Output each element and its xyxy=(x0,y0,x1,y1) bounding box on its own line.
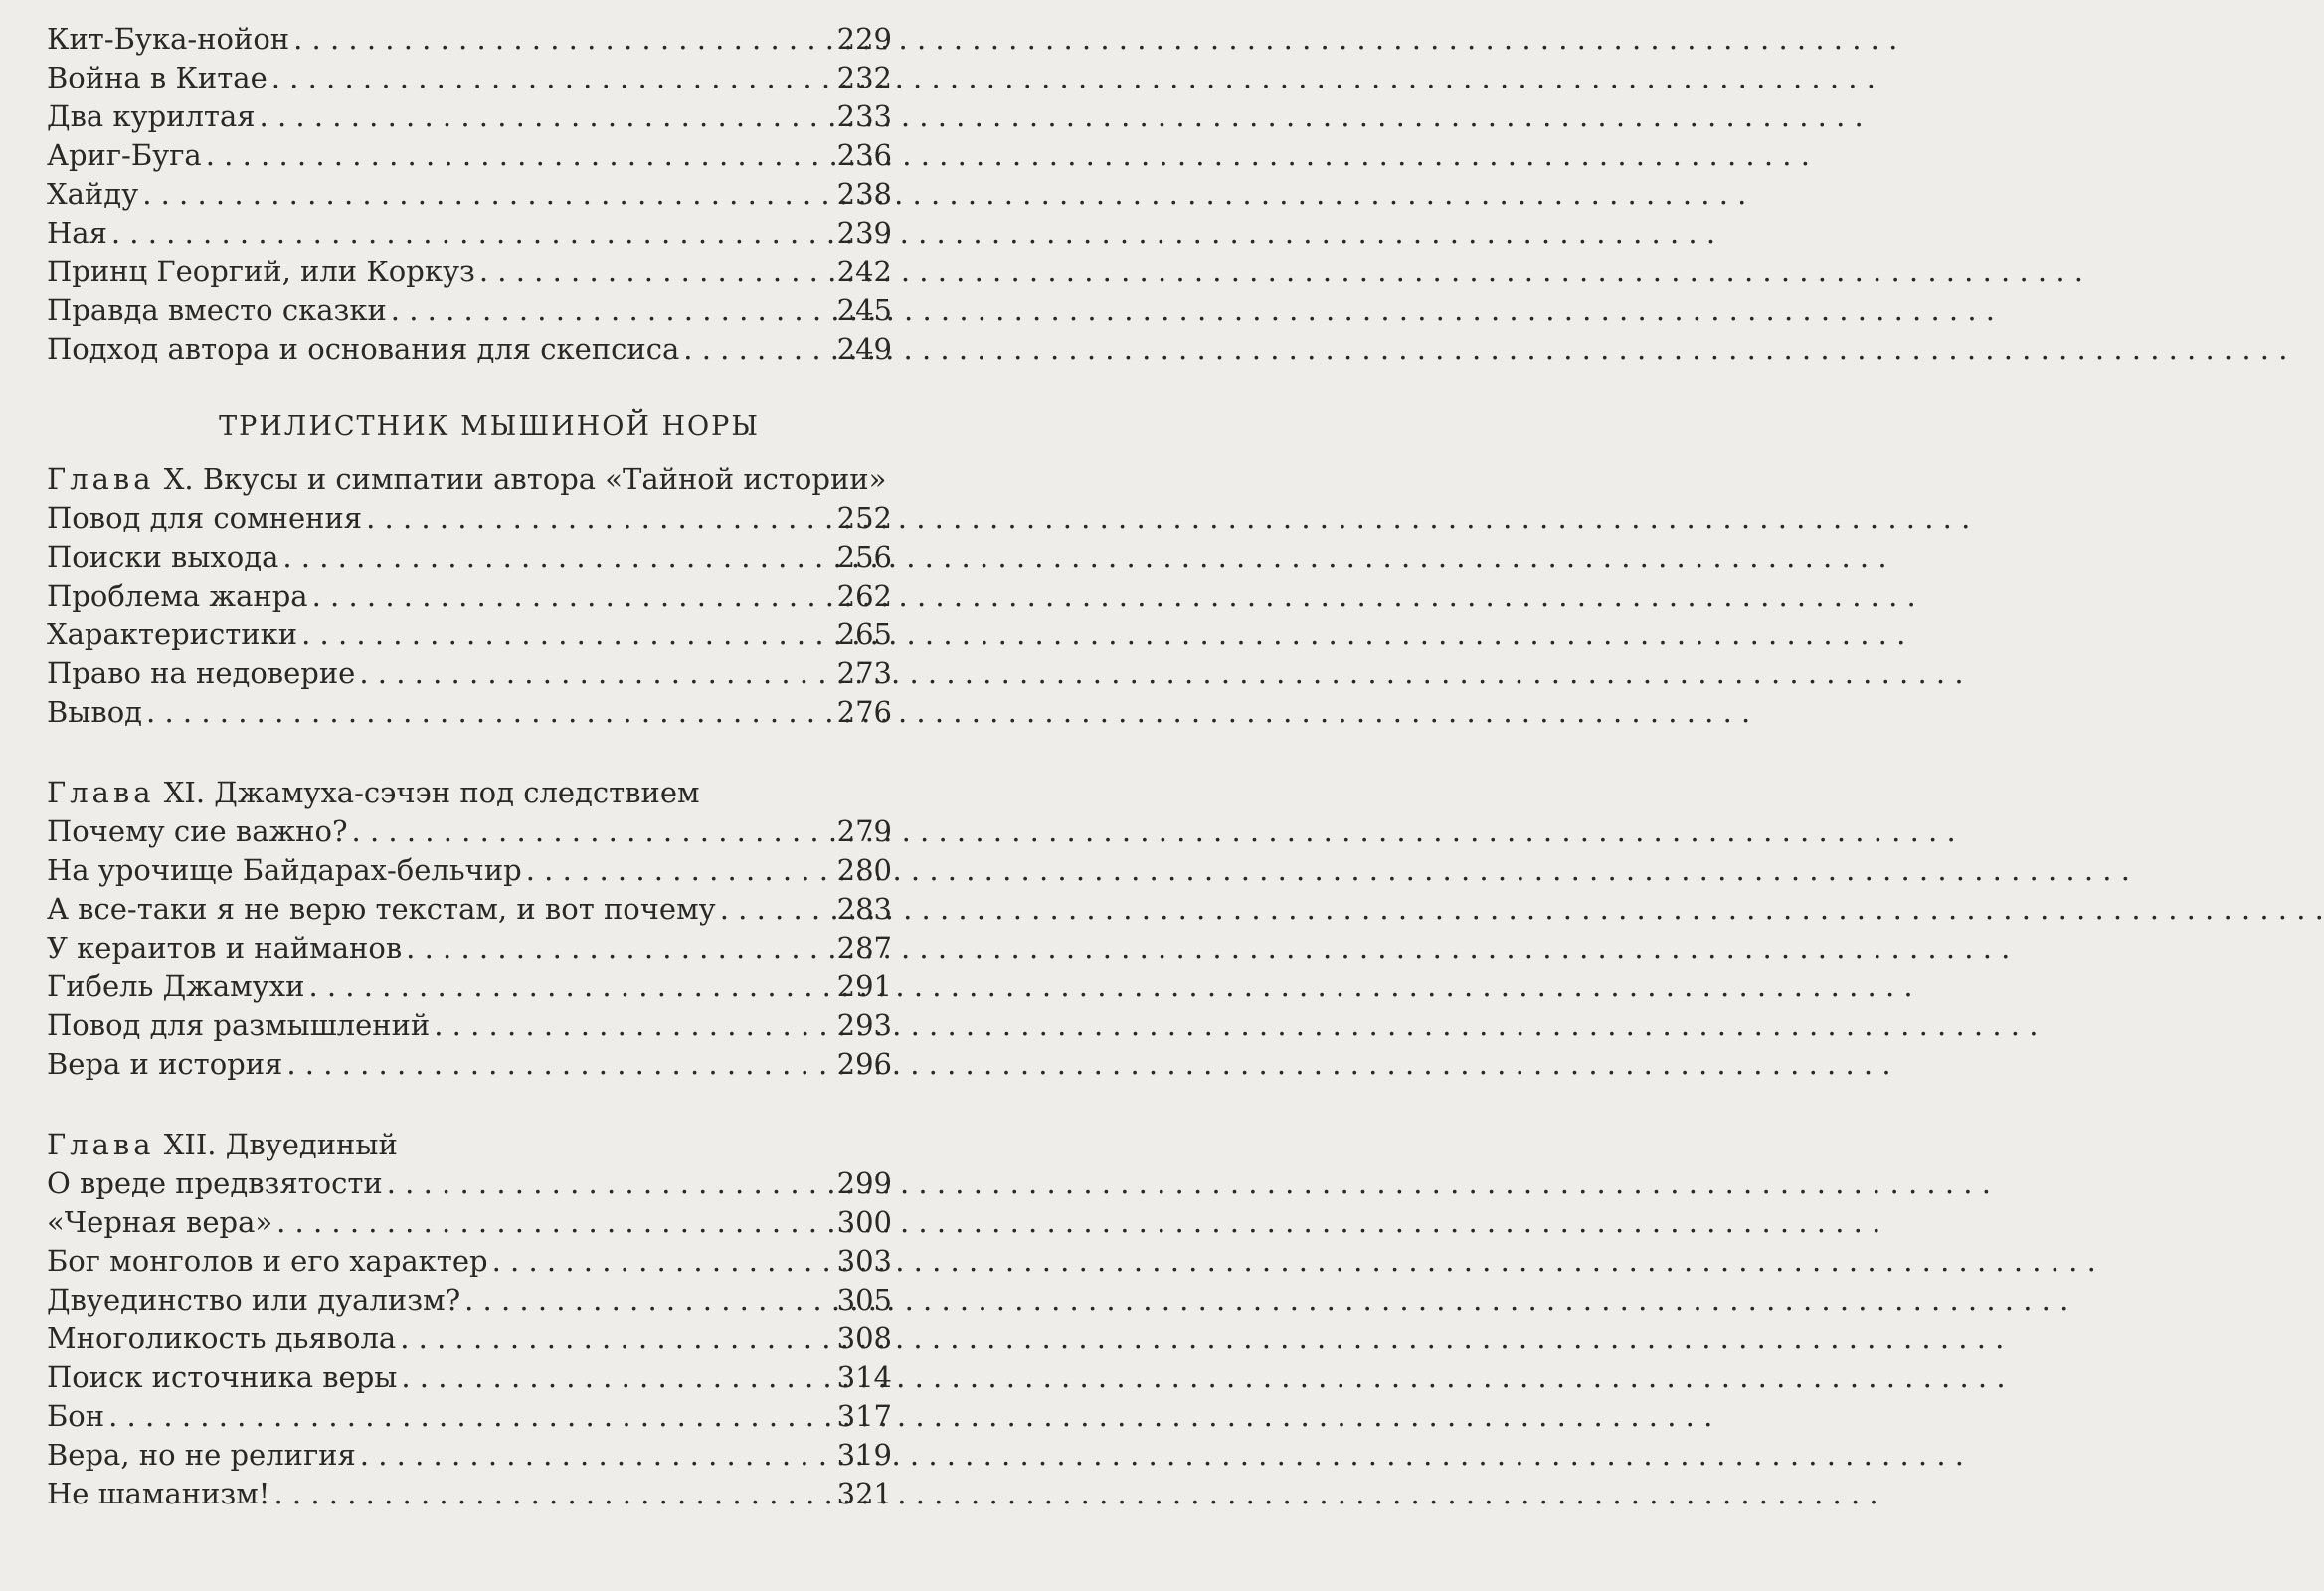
toc-leader-dots xyxy=(142,175,834,214)
toc-entry-title: Почему сие важно? xyxy=(47,814,348,848)
toc-entry-page: 233 xyxy=(836,99,892,133)
toc-entry xyxy=(47,890,892,929)
toc-entry xyxy=(47,1045,892,1084)
toc-entry-page: 291 xyxy=(836,970,892,1003)
toc-entry xyxy=(47,851,892,890)
toc-entry-page: 245 xyxy=(836,293,892,327)
toc-entry-page: 305 xyxy=(836,1283,892,1317)
toc-leader-dots xyxy=(360,1436,835,1475)
toc-entry-title: Не шаманизм! xyxy=(47,1477,270,1510)
toc-entry xyxy=(47,1242,892,1281)
toc-entry-title: Поиск источника веры xyxy=(47,1360,398,1394)
spacer xyxy=(47,1084,892,1126)
toc-entry-title: О вреде предвзятости xyxy=(47,1166,383,1200)
toc-leader-dots xyxy=(434,1006,834,1045)
toc-leader-dots xyxy=(111,214,835,253)
toc-leader-dots xyxy=(391,291,835,330)
toc-entry xyxy=(47,59,892,97)
chapter-title: XI. Джамуха-сэчэн под следствием xyxy=(154,776,700,809)
toc-leader-dots xyxy=(400,1320,834,1358)
toc-entry-page: 293 xyxy=(836,1008,892,1042)
toc-leader-dots xyxy=(359,654,834,693)
toc-leader-dots xyxy=(387,1164,835,1203)
toc-entry-title: Война в Китае xyxy=(47,61,268,94)
toc-leader-dots xyxy=(301,616,835,654)
toc-entry xyxy=(47,616,892,654)
toc-entry xyxy=(47,291,892,330)
toc-entry-title: Вера, но не религия xyxy=(47,1438,356,1472)
toc-entry-title: У кераитов и найманов xyxy=(47,931,403,965)
toc-leader-dots xyxy=(286,1045,834,1084)
toc-leader-dots xyxy=(282,538,834,577)
toc-entry-title: Бон xyxy=(47,1399,105,1433)
toc-entry-title: Многоликость дьявола xyxy=(47,1322,397,1355)
toc-leader-dots xyxy=(720,890,835,929)
toc-entry xyxy=(47,1320,892,1358)
toc-entry-page: 242 xyxy=(836,255,892,288)
toc-entry xyxy=(47,812,892,851)
toc-entry-title: Подход автора и основания для скепсиса xyxy=(47,332,680,366)
toc-entry xyxy=(47,175,892,214)
toc-entry xyxy=(47,538,892,577)
toc-entry-page: 279 xyxy=(836,814,892,848)
chapter-title: X. Вкусы и симпатии автора «Тайной истории» xyxy=(154,462,887,496)
toc-entry-page: 280 xyxy=(836,853,892,887)
toc-entry-title: Повод для сомнения xyxy=(47,501,363,535)
toc-leader-dots xyxy=(526,851,835,890)
toc-entry-page: 238 xyxy=(836,177,892,211)
toc-entry-page: 252 xyxy=(836,501,892,535)
toc-entry-title: Характеристики xyxy=(47,618,298,651)
toc-leader-dots xyxy=(308,968,834,1006)
toc-entry-title: Гибель Джамухи xyxy=(47,970,305,1003)
toc-entry-title: Повод для размышлений xyxy=(47,1008,431,1042)
toc-entry xyxy=(47,1397,892,1436)
toc-entry-page: 287 xyxy=(836,931,892,965)
toc-entry xyxy=(47,136,892,175)
toc-entry-page: 308 xyxy=(836,1322,892,1355)
toc-entry xyxy=(47,577,892,616)
toc-entry-title: Хайду xyxy=(47,177,139,211)
toc-entry xyxy=(47,654,892,693)
toc-leader-dots xyxy=(260,97,835,136)
toc-entry-page: 299 xyxy=(836,1166,892,1200)
toc-entry-page: 317 xyxy=(836,1399,892,1433)
toc-entry xyxy=(47,929,892,968)
chapter-11 xyxy=(47,774,892,1084)
toc-leader-dots xyxy=(146,693,835,732)
toc-entry-title: Ариг-Буга xyxy=(47,138,202,172)
toc-entry xyxy=(47,499,892,538)
toc-entry-page: 229 xyxy=(836,22,892,56)
chapter-label: Глава xyxy=(47,1128,155,1161)
toc-leader-dots xyxy=(683,330,834,369)
toc-entry xyxy=(47,1203,892,1242)
toc-entry-page: 249 xyxy=(836,332,892,366)
chapter-heading xyxy=(47,774,892,812)
toc-entry-title: «Черная вера» xyxy=(47,1205,273,1239)
chapter-title: XII. Двуединый xyxy=(154,1128,398,1161)
toc-leader-dots xyxy=(276,1203,835,1242)
toc-entry-title: На урочище Байдарах-бельчир xyxy=(47,853,522,887)
toc-entry-title: Вера и история xyxy=(47,1047,283,1081)
toc-entry-title: Принц Георгий, или Коркуз xyxy=(47,255,475,288)
toc-entry-title: Вывод xyxy=(47,695,143,729)
toc-leader-dots xyxy=(366,499,835,538)
section-title: ТРИЛИСТНИК МЫШИНОЙ НОРЫ xyxy=(219,411,760,442)
toc-entry xyxy=(47,1281,892,1320)
toc-entry-page: 283 xyxy=(836,892,892,926)
chapter-heading xyxy=(47,1126,892,1164)
chapter-12 xyxy=(47,1126,892,1513)
toc-block-continued xyxy=(47,20,892,369)
toc-leader-dots xyxy=(464,1281,835,1320)
toc-entry xyxy=(47,968,892,1006)
toc-entry-page: 256 xyxy=(836,540,892,574)
toc-entry-page: 236 xyxy=(836,138,892,172)
chapter-label: Глава xyxy=(47,462,155,496)
toc-leader-dots xyxy=(271,59,835,97)
spacer xyxy=(47,732,892,774)
toc-entry-title: Кит-Бука-нойон xyxy=(47,22,290,56)
toc-entry xyxy=(47,1006,892,1045)
toc-entry xyxy=(47,1358,892,1397)
toc-leader-dots xyxy=(108,1397,835,1436)
toc-entry-title: А все-таки я не верю текстам, и вот почему xyxy=(47,892,716,926)
toc-leader-dots xyxy=(206,136,835,175)
toc-entry xyxy=(47,693,892,732)
toc-leader-dots xyxy=(312,577,835,616)
chapter-label: Глава xyxy=(47,776,155,809)
toc-entry-title: Правда вместо сказки xyxy=(47,293,387,327)
toc-entry-title: Два курилтая xyxy=(47,99,256,133)
toc-leader-dots xyxy=(401,1358,834,1397)
toc-entry xyxy=(47,1164,892,1203)
toc-entry xyxy=(47,1436,892,1475)
toc-entry-title: Ная xyxy=(47,216,107,250)
toc-entry-title: Проблема жанра xyxy=(47,579,308,613)
toc-entry-page: 314 xyxy=(836,1360,892,1394)
toc-leader-dots xyxy=(273,1475,834,1513)
toc-leader-dots xyxy=(293,20,835,59)
chapter-heading xyxy=(47,460,892,499)
toc-entry xyxy=(47,1475,892,1513)
toc-entry-page: 262 xyxy=(836,579,892,613)
toc-entry xyxy=(47,253,892,291)
toc-entry xyxy=(47,330,892,369)
toc-leader-dots xyxy=(479,253,835,291)
toc-entry-page: 303 xyxy=(836,1244,892,1278)
toc-entry-page: 265 xyxy=(836,618,892,651)
toc-entry-page: 273 xyxy=(836,656,892,690)
toc-page xyxy=(0,0,942,1591)
toc-entry-page: 296 xyxy=(836,1047,892,1081)
toc-leader-dots xyxy=(352,812,835,851)
toc-entry-page: 276 xyxy=(836,695,892,729)
toc-entry-title: Бог монголов и его характер xyxy=(47,1244,488,1278)
toc-entry-page: 239 xyxy=(836,216,892,250)
toc-leader-dots xyxy=(492,1242,835,1281)
toc-entry-page: 319 xyxy=(836,1438,892,1472)
toc-entry xyxy=(47,214,892,253)
toc-entry-title: Поиски выхода xyxy=(47,540,279,574)
toc-entry-page: 232 xyxy=(836,61,892,94)
toc-entry-title: Двуединство или дуализм? xyxy=(47,1283,461,1317)
toc-entry-page: 300 xyxy=(836,1205,892,1239)
toc-entry xyxy=(47,20,892,59)
toc-entry-title: Право на недоверие xyxy=(47,656,356,690)
toc-leader-dots xyxy=(406,929,834,968)
chapter-10 xyxy=(47,460,892,732)
toc-entry-page: 321 xyxy=(836,1477,892,1510)
toc-entry xyxy=(47,97,892,136)
